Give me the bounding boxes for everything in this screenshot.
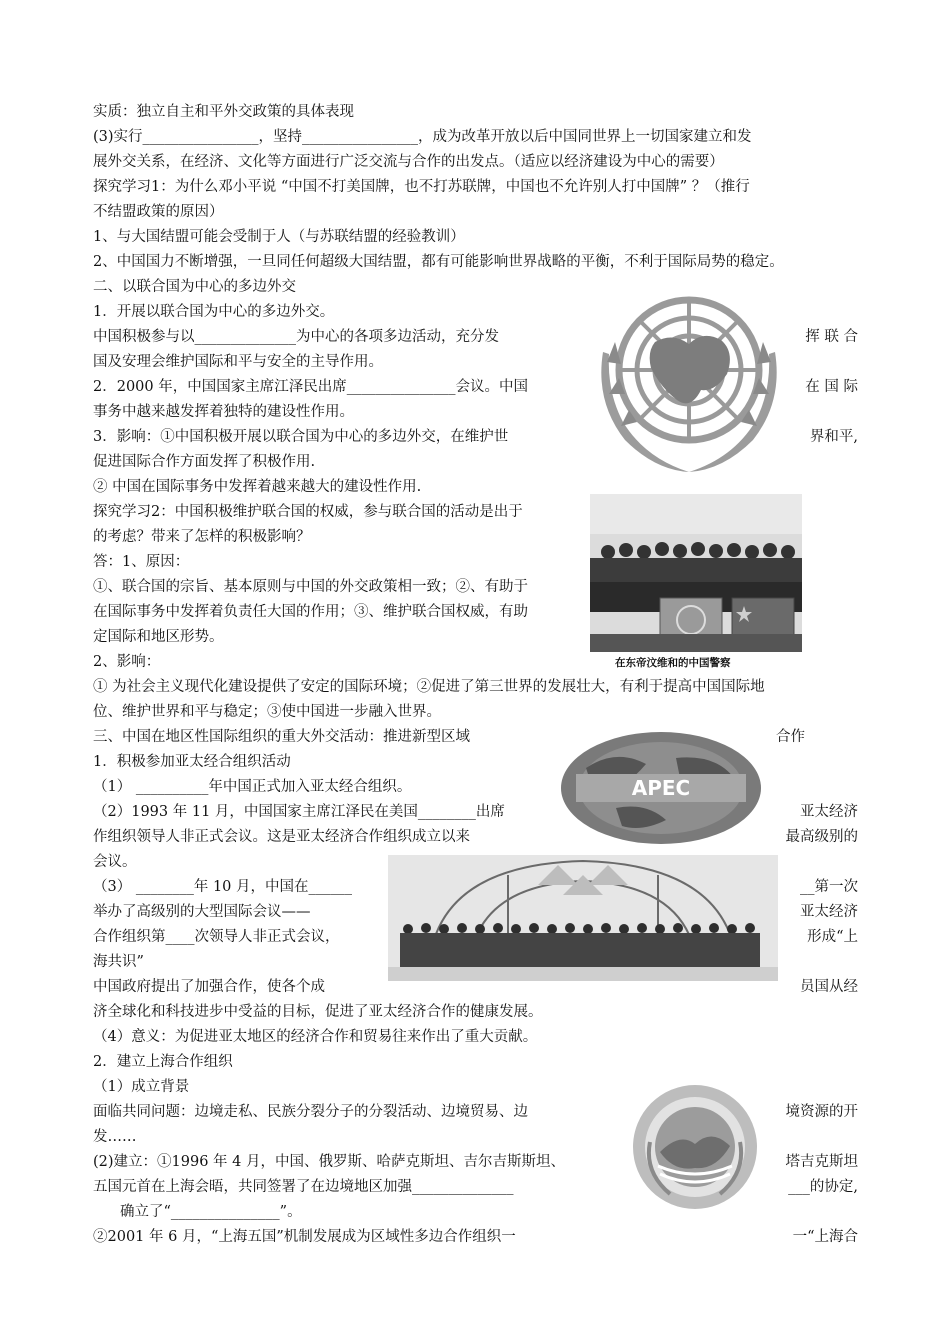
text-fragment: 形成“上 <box>807 929 858 945</box>
text-line: 实质：独立自主和平外交政策的具体表现 <box>93 104 354 120</box>
apec-logo-text: APEC <box>631 776 691 800</box>
un-emblem-icon <box>585 282 793 480</box>
text-fragment: 在 国 际 <box>805 379 858 395</box>
text-line: 举办了高级别的大型国际会议—— <box>93 904 311 920</box>
text-fragment: ___的协定, <box>788 1179 858 1195</box>
text-fragment: __第一次 <box>800 879 858 895</box>
text-line: 海共识” <box>93 954 144 970</box>
text-line: （4）意义：为促进亚太地区的经济合作和贸易往来作出了重大贡献。 <box>93 1029 538 1045</box>
text-fragment: 亚太经济 <box>800 904 858 920</box>
text-fragment: 员国从经 <box>800 979 858 995</box>
text-line: 在国际事务中发挥着负责任大国的作用；③、维护联合国权威，有助 <box>93 604 528 620</box>
text-line: 国及安理会维护国际和平与安全的主导作用。 <box>93 354 383 370</box>
text-line: 会议。 <box>93 854 137 870</box>
text-fragment: 界和平, <box>809 429 858 445</box>
text-line: 3．影响：①中国积极开展以联合国为中心的多边外交，在维护世 <box>93 429 509 445</box>
text-line: 济全球化和科技进步中受益的目标，促进了亚太经济合作的健康发展。 <box>93 1004 543 1020</box>
text-line: 合作组织第____次领导人非正式会议， <box>93 929 340 945</box>
peacekeeping-police-photo <box>590 494 802 652</box>
text-line: （1） __________年中国正式加入亚太经合组织。 <box>93 779 412 795</box>
apec-leaders-photo <box>388 855 778 981</box>
text-line: ②2001 年 6 月，“上海五国”机制发展成为区域性多边合作组织一 <box>93 1229 516 1245</box>
text-line: 的考虑？带来了怎样的积极影响？ <box>93 529 311 545</box>
text-fragment: 合作 <box>776 729 805 745</box>
text-line: 作组织领导人非正式会议。这是亚太经济合作组织成立以来 <box>93 829 470 845</box>
text-fragment: 挥 联 合 <box>805 329 858 345</box>
text-line: （3） ________年 10 月，中国在______ <box>93 879 353 895</box>
text-line: ② 中国在国际事务中发挥着越来越大的建设性作用. <box>93 479 422 495</box>
text-line: 展外交关系，在经济、文化等方面进行广泛交流与合作的出发点。（适应以经济建设为中心的需要） <box>93 154 724 170</box>
text-fragment: 境资源的开 <box>785 1104 858 1120</box>
section-heading: 三、中国在地区性国际组织的重大外交活动：推进新型区域 <box>93 729 470 745</box>
text-line: 发…… <box>93 1129 137 1145</box>
apec-logo-icon <box>556 728 766 848</box>
text-line: (2)建立：①1996 年 4 月，中国、俄罗斯、哈萨克斯坦、吉尔吉斯斯坦、 <box>93 1154 565 1170</box>
text-line: 确立了“_______________”。 <box>120 1204 302 1220</box>
text-line: 1．开展以联合国为中心的多边外交。 <box>93 304 335 320</box>
text-line: 不结盟政策的原因） <box>93 204 224 220</box>
text-line: 中国政府提出了加强合作，使各个成 <box>93 979 325 995</box>
text-line: 1．积极参加亚太经合组织活动 <box>93 754 291 770</box>
text-line: 事务中越来越发挥着独特的建设性作用。 <box>93 404 354 420</box>
text-line: 2．2000 年，中国国家主席江泽民出席_______________会议。中国 <box>93 379 528 395</box>
text-fragment: 最高级别的 <box>785 829 858 845</box>
photo-caption: 在东帝汶维和的中国警察 <box>615 657 731 669</box>
text-line: (3)实行________________，坚持________________，成为改革开放以后中国同世界上一切国家建立和发 <box>93 129 752 145</box>
text-line: 探究学习1：为什么邓小平说 “中国不打美国牌，也不打苏联牌，中国也不允许别人打中国牌” ？（推行 <box>93 179 750 195</box>
text-line: ①、联合国的宗旨、基本原则与中国的外交政策相一致；②、有助于 <box>93 579 528 595</box>
text-line: （1）成立背景 <box>93 1079 190 1095</box>
text-line: 五国元首在上海会晤，共同签署了在边境地区加强______________ <box>93 1179 514 1195</box>
text-line: 位、维护世界和平与稳定；③使中国进一步融入世界。 <box>93 704 441 720</box>
sco-logo-icon <box>630 1082 760 1212</box>
text-line: ① 为社会主义现代化建设提供了安定的国际环境；②促进了第三世界的发展壮大，有利于提高中国国际地 <box>93 679 765 695</box>
text-line: 促进国际合作方面发挥了积极作用. <box>93 454 316 470</box>
text-line: （2）1993 年 11 月，中国国家主席江泽民在美国________出席 <box>93 804 505 820</box>
text-line: 2、影响： <box>93 654 161 670</box>
text-fragment: 一“上海合 <box>792 1229 858 1245</box>
text-line: 定国际和地区形势。 <box>93 629 224 645</box>
text-line: 中国积极参与以______________为中心的各项多边活动，充分发 <box>93 329 499 345</box>
section-heading: 二、以联合国为中心的多边外交 <box>93 279 296 295</box>
text-line: 面临共同问题：边境走私、民族分裂分子的分裂活动、边境贸易、边 <box>93 1104 528 1120</box>
text-line: 2．建立上海合作组织 <box>93 1054 233 1070</box>
text-fragment: 亚太经济 <box>800 804 858 820</box>
text-line: 1、与大国结盟可能会受制于人（与苏联结盟的经验教训） <box>93 229 465 245</box>
text-fragment: 塔吉克斯坦 <box>785 1154 858 1170</box>
text-line: 探究学习2：中国积极维护联合国的权威，参与联合国的活动是出于 <box>93 504 523 520</box>
text-line: 答：1、原因： <box>93 554 190 570</box>
text-line: 2、中国国力不断增强，一旦同任何超级大国结盟，都有可能影响世界战略的平衡，不利于国际局势的稳定。 <box>93 254 784 270</box>
